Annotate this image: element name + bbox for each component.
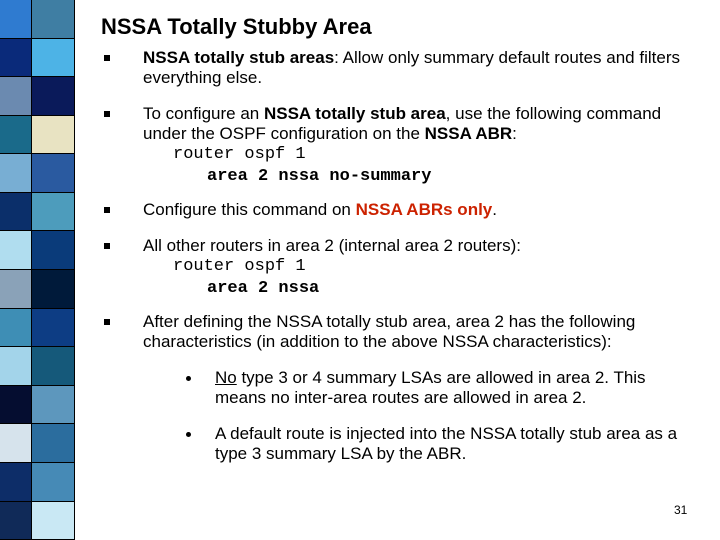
bullet-2-text-a: To configure an bbox=[143, 104, 264, 123]
bullet-item-2 bbox=[101, 104, 701, 188]
square-bullet-icon bbox=[104, 243, 110, 249]
code-line-router-ospf-internal: router ospf 1 bbox=[173, 257, 306, 276]
code-line-router-ospf: router ospf 1 bbox=[173, 145, 306, 164]
stripe-cell bbox=[0, 270, 32, 309]
sub-bullet-item-2 bbox=[143, 424, 701, 464]
bullet-3-red-bold: NSSA ABRs only bbox=[355, 200, 493, 219]
bullet-2-text-b: , use the following command under the OSPF configuration on the bbox=[143, 104, 662, 143]
bullet-5-text: After defining the NSSA totally stub area, area 2 has the following characteristics (in addition to the above NSSA characteristics): bbox=[143, 312, 636, 351]
round-bullet-icon bbox=[186, 376, 191, 381]
round-bullet-icon bbox=[186, 432, 191, 437]
stripe-cell bbox=[0, 154, 32, 193]
bullet-2-bold-a: NSSA totally stub area bbox=[263, 104, 446, 123]
square-bullet-icon bbox=[104, 111, 110, 117]
bullet-item-5 bbox=[101, 312, 701, 464]
stripe-cell bbox=[32, 116, 75, 155]
stripe-cell bbox=[0, 193, 32, 232]
stripe-cell bbox=[0, 463, 32, 502]
bullet-3-text-a: Configure this command on bbox=[143, 200, 356, 219]
stripe-cell bbox=[32, 309, 75, 348]
stripe-cell bbox=[32, 193, 75, 232]
stripe-cell bbox=[32, 77, 75, 116]
stripe-cell bbox=[0, 386, 32, 425]
sub-bullet-item-1 bbox=[143, 368, 701, 408]
stripe-cell bbox=[0, 347, 32, 386]
code-line-area-nssa: area 2 nssa bbox=[207, 279, 320, 298]
bullet-item-3 bbox=[101, 200, 701, 220]
stripe-cell bbox=[32, 39, 75, 78]
bullet-2-bold-b: NSSA ABR bbox=[424, 124, 513, 143]
stripe-cell bbox=[0, 116, 32, 155]
stripe-column-left bbox=[0, 0, 32, 540]
square-bullet-icon bbox=[104, 319, 110, 325]
stripe-cell bbox=[32, 0, 75, 39]
sub-bullet-1-text: type 3 or 4 summary LSAs are allowed in area 2. This means no inter-area routes are allowed in area 2. bbox=[215, 368, 646, 407]
sub-bullet-2-text: A default route is injected into the NSSA totally stub area as a type 3 summary LSA by the ABR. bbox=[215, 424, 678, 463]
stripe-cell bbox=[0, 77, 32, 116]
bullet-2-text-c: : bbox=[512, 124, 517, 143]
bullet-3-text-b: . bbox=[492, 200, 497, 219]
decorative-stripe bbox=[0, 0, 75, 540]
square-bullet-icon bbox=[104, 55, 110, 61]
square-bullet-icon bbox=[104, 207, 110, 213]
code-line-area-nssa-no-summary: area 2 nssa no-summary bbox=[207, 167, 432, 186]
stripe-cell bbox=[0, 424, 32, 463]
stripe-cell bbox=[32, 424, 75, 463]
stripe-cell bbox=[32, 154, 75, 193]
stripe-cell bbox=[0, 309, 32, 348]
stripe-cell bbox=[0, 0, 32, 39]
slide-title: NSSA Totally Stubby Area bbox=[101, 14, 372, 39]
slide-content bbox=[101, 48, 701, 480]
bullet-1-text: : Allow only summary default routes and filters everything else. bbox=[143, 48, 680, 87]
stripe-column-right bbox=[32, 0, 75, 540]
stripe-cell bbox=[32, 463, 75, 502]
bullet-1-bold-lead: NSSA totally stub areas bbox=[143, 48, 335, 67]
stripe-cell bbox=[32, 347, 75, 386]
bullet-item-1 bbox=[101, 48, 701, 88]
stripe-cell bbox=[32, 502, 75, 540]
page-number: 31 bbox=[674, 503, 688, 517]
stripe-cell bbox=[32, 270, 75, 309]
stripe-cell bbox=[32, 231, 75, 270]
stripe-cell bbox=[0, 39, 32, 78]
bullet-item-4 bbox=[101, 236, 701, 300]
stripe-cell bbox=[0, 502, 32, 540]
stripe-cell bbox=[32, 386, 75, 425]
stripe-cell bbox=[0, 231, 32, 270]
sub-bullet-1-underlined: No bbox=[215, 368, 237, 387]
bullet-4-text: All other routers in area 2 (internal area 2 routers): bbox=[143, 236, 521, 255]
